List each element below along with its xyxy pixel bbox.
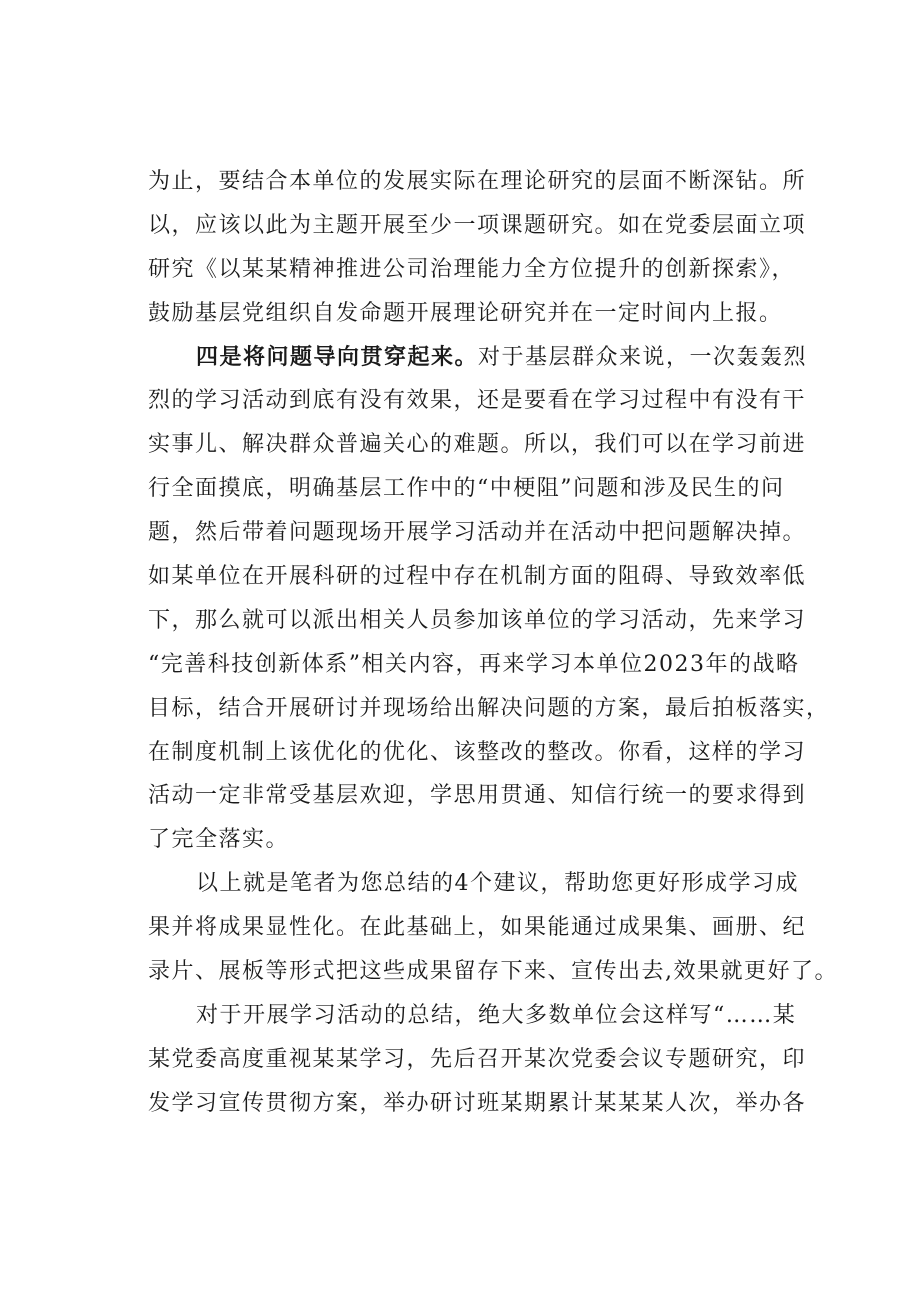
- text-line: 为止，要结合本单位的发展实际在理论研究的层面不断深钻。所: [148, 169, 807, 194]
- paragraph-3: [148, 862, 838, 994]
- text-line: 实事儿、解决群众普遍关心的难题。所以，我们可以在学习前进: [148, 432, 807, 458]
- text-line: 活动一定非常受基层欢迎，学思用贯通、知信行统一的要求得到: [148, 783, 807, 809]
- text-line: “完善科技创新体系”相关内容，再来学习本单位2023年的战略: [148, 651, 800, 677]
- document-page: [148, 160, 838, 1126]
- text-line: 以，应该以此为主题开展至少一项课题研究。如在党委层面立项: [148, 212, 807, 238]
- text-line: 了完全落实。: [148, 827, 290, 853]
- paragraph-4: [148, 994, 810, 1126]
- text-line: 录片、展板等形式把这些成果留存下来、宣传出去,效果就更好了。: [148, 959, 838, 985]
- text-line: 目标，结合开展研讨并现场给出解决问题的方案，最后拍板落实，: [148, 695, 830, 721]
- text-line: 以上就是笔者为您总结的4个建议，帮助您更好形成学习成: [196, 871, 799, 897]
- paragraph-2: [148, 336, 830, 863]
- text-line: 下，那么就可以派出相关人员参加该单位的学习活动，先来学习: [148, 607, 807, 633]
- text-line: 对于开展学习活动的总结，绝大多数单位会这样写“……某: [196, 1002, 797, 1028]
- text-line: 烈的学习活动到底有没有效果，还是要看在学习过程中有没有干: [148, 388, 807, 414]
- text-line: 研究《以某某精神推进公司治理能力全方位提升的创新探索》，: [148, 256, 796, 282]
- text-line: 在制度机制上该优化的优化、该整改的整改。你看，这样的学习: [148, 739, 807, 765]
- text-span: 对于基层群众来说，一次轰轰烈: [478, 344, 808, 370]
- text-line: 行全面摸底，明确基层工作中的“中梗阻”问题和涉及民生的问: [148, 476, 785, 502]
- text-line: 果并将成果显性化。在此基础上，如果能通过成果集、画册、纪: [148, 915, 807, 941]
- section-heading: 四是将问题导向贯穿起来。: [196, 343, 479, 370]
- text-line: 鼓励基层党组织自发命题开展理论研究并在一定时间内上报。: [148, 300, 783, 326]
- text-line: 如某单位在开展科研的过程中存在机制方面的阻碍、导致效率低: [148, 564, 807, 590]
- paragraph-1: [148, 160, 810, 336]
- text-line: 发学习宣传贯彻方案，举办研讨班某期累计某某某人次，举办各: [148, 1090, 807, 1116]
- text-line: [148, 336, 810, 380]
- text-line: 题，然后带着问题现场开展学习活动并在活动中把问题解决掉。: [148, 520, 807, 546]
- text-line: 某党委高度重视某某学习，先后召开某次党委会议专题研究，印: [148, 1046, 807, 1072]
